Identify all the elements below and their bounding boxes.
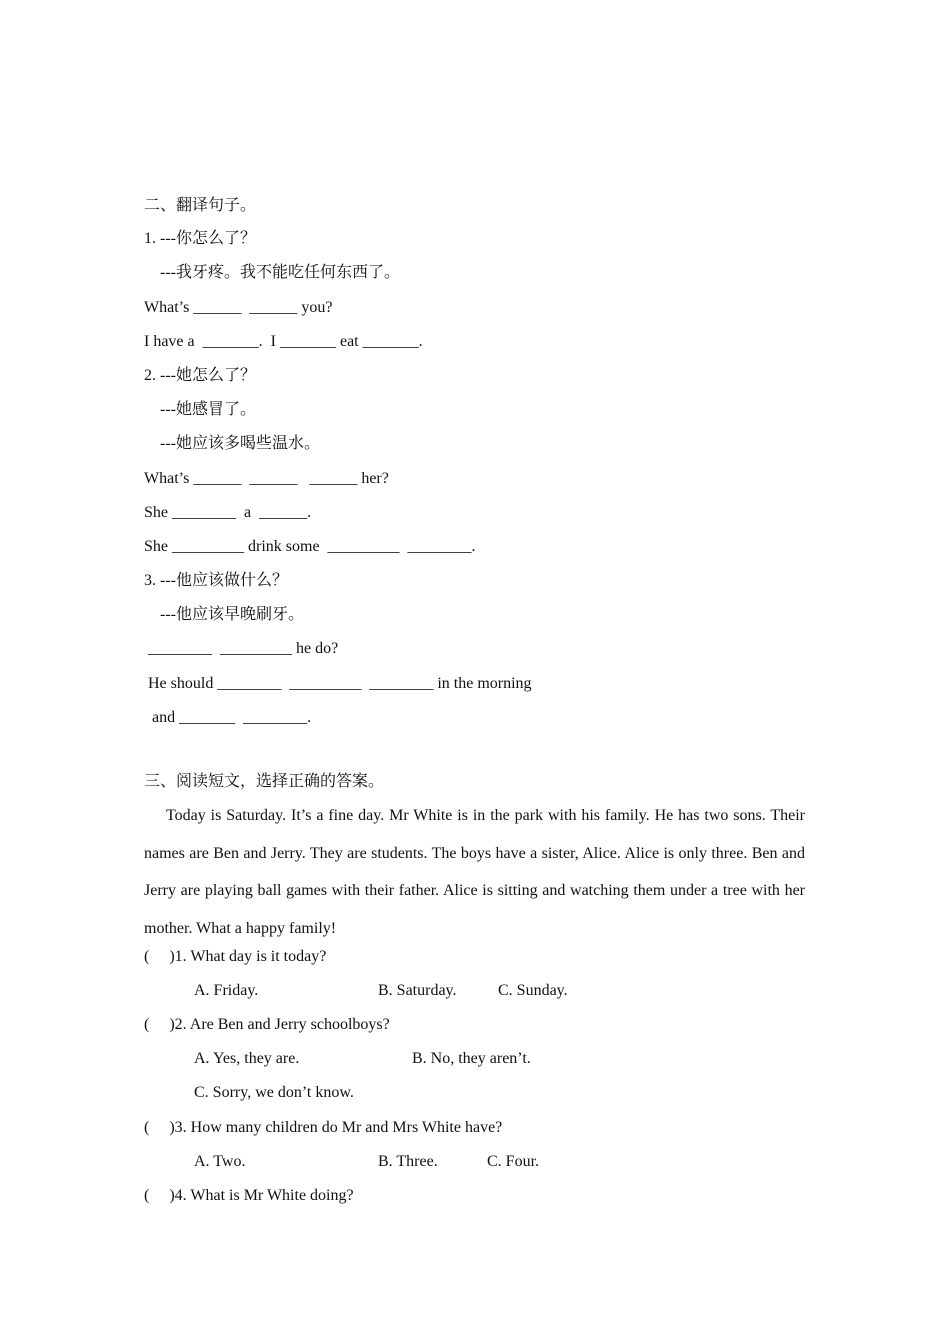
question-3-option-c: C. Four. [487,1153,540,1170]
q1-chinese-answer: ---我牙疼。我不能吃任何东西了。 [160,264,400,281]
section-heading: 二、翻译句子。 [144,197,257,214]
question-2-stem: ( )2. Are Ben and Jerry schoolboys? [144,1016,390,1033]
q1-chinese-question: 1. ---你怎么了？ [144,230,256,247]
q2-chinese-question: 2. ---她怎么了？ [144,367,256,384]
q1-english-line-2: I have a _______. I _______ eat _______. [144,333,423,350]
q2-english-line-1: What’s ______ ______ ______ her? [144,470,389,487]
reading-passage: Today is Saturday. It’s a fine day. Mr White is in the park with his family. He has two sons. Their names are Ben and Jerry. They are students. The boys have a sister, Alice. Alice is only three. Ben and Jerry are playing ball games with their father. Alice is sitting and watching them under a tree with her mother. What a happy family! [144,807,805,937]
q2-chinese-answer-2: ---她应该多喝些温水。 [160,435,320,452]
question-3-stem: ( )3. How many children do Mr and Mrs White have? [144,1119,503,1136]
question-1-option-c: C. Sunday. [498,982,568,999]
question-2-option-c: C. Sorry, we don’t know. [194,1084,354,1101]
question-4-stem: ( )4. What is Mr White doing? [144,1187,354,1204]
q3-english-line-3: and _______ ________. [152,709,312,726]
q3-chinese-answer: ---他应该早晚刷牙。 [160,606,304,623]
question-1-stem: ( )1. What day is it today? [144,948,327,965]
q3-english-line-1: ________ _________ he do? [148,640,339,657]
q2-english-line-3: She _________ drink some _________ ________. [144,538,476,555]
question-2-option-a: A. Yes, they are. [194,1050,300,1067]
q2-english-line-2: She ________ a ______. [144,504,312,521]
question-3-option-b: B. Three. [378,1153,438,1170]
question-3-option-a: A. Two. [194,1153,246,1170]
q1-english-line-1: What’s ______ ______ you? [144,299,333,316]
q3-chinese-question: 3. ---他应该做什么？ [144,572,288,589]
question-2-option-b: B. No, they aren’t. [412,1050,531,1067]
section-heading: 三、阅读短文，选择正确的答案。 [144,773,385,790]
q2-chinese-answer-1: ---她感冒了。 [160,401,256,418]
question-1-option-a: A. Friday. [194,982,259,999]
q3-english-line-2: He should ________ _________ ________ in the morning [148,675,532,692]
question-1-option-b: B. Saturday. [378,982,457,999]
